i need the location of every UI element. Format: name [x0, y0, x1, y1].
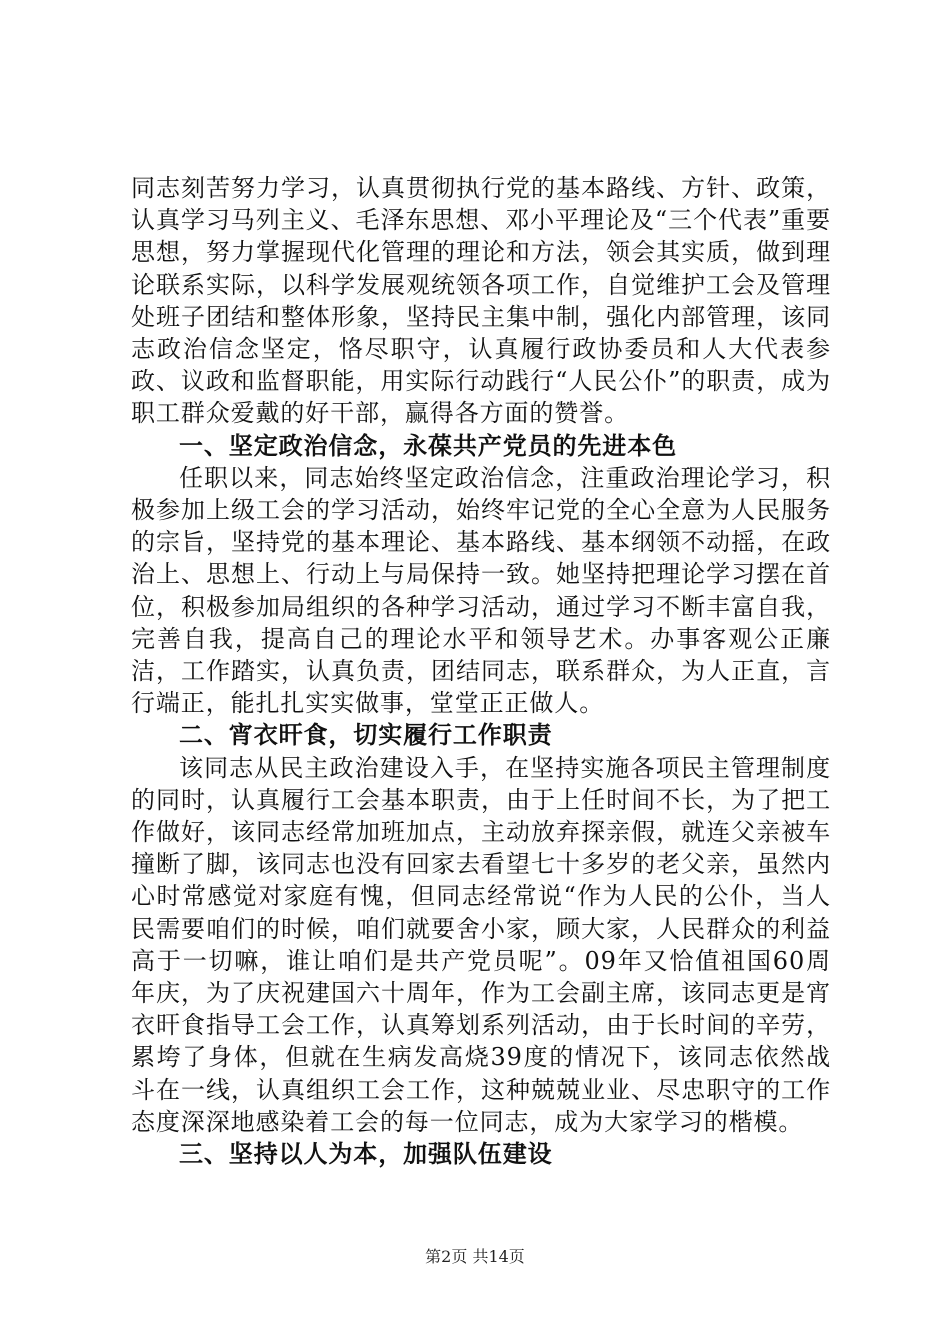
paragraph-section-1: 任职以来，同志始终坚定政治信念，注重政治理论学习，积极参加上级工会的学习活动，始终牢记党的全心全意为人民服务的宗旨，坚持党的基本理论、基本路线、基本纲领不动摇，在政治上、思想上、行动上与局保持一致。她坚持把理论学习摆在首位，积极参加局组织的各种学习活动，通过学习不断丰富自我，完善自我，提高自己的理论水平和领导艺术。办事客观公正廉洁，工作踏实，认真负责，团结同志，联系群众，为人正直，言行端正，能扎扎实实做事，堂堂正正做人。 — [131, 463, 831, 718]
section-heading-1: 一、坚定政治信念，永葆共产党员的先进本色 — [179, 430, 677, 460]
page-number-footer: 第2页 共14页 — [425, 1247, 525, 1266]
paragraph-section-2: 该同志从民主政治建设入手，在坚持实施各项民主管理制度的同时，认真履行工会基本职责，由于上任时间不长，为了把工作做好，该同志经常加班加点，主动放弃探亲假，就连父亲被车撞断了脚，该同志也没有回家去看望七十多岁的老父亲，虽然内心时常感觉对家庭有愧，但同志经常说“作为人民的公仆，当人民需要咱们的时候，咱们就要舍小家，顾大家，人民群众的利益高于一切嘛，谁让咱们是共产党员呢”。09年又恰值祖国60周年庆，为了庆祝建国六十周年，作为工会副主席，该同志更是宵衣旰食指导工会工作，认真筹划系列活动，由于长时间的辛劳，累垮了身体，但就在生病发高烧39度的情况下，该同志依然战斗在一线，认真组织工会工作，这种兢兢业业、尽忠职守的工作态度深深地感染着工会的每一位同志，成为大家学习的楷模。 — [131, 753, 831, 1136]
paragraph-intro: 同志刻苦努力学习，认真贯彻执行党的基本路线、方针、政策，认真学习马列主义、毛泽东思想、邓小平理论及“三个代表”重要思想，努力掌握现代化管理的理论和方法，领会其实质，做到理论联系实际，以科学发展观统领各项工作，自觉维护工会及管理处班子团结和整体形象，坚持民主集中制，强化内部管理，该同志政治信念坚定，恪尽职守，认真履行政协委员和人大代表参政、议政和监督职能，用实际行动践行“人民公仆”的职责，成为职工群众爱戴的好干部，赢得各方面的赞誉。 — [131, 174, 831, 428]
document-body — [131, 172, 831, 1170]
section-heading-2: 二、宵衣旰食，切实履行工作职责 — [179, 720, 553, 750]
section-heading-3: 三、坚持以人为本，加强队伍建设 — [179, 1139, 553, 1169]
